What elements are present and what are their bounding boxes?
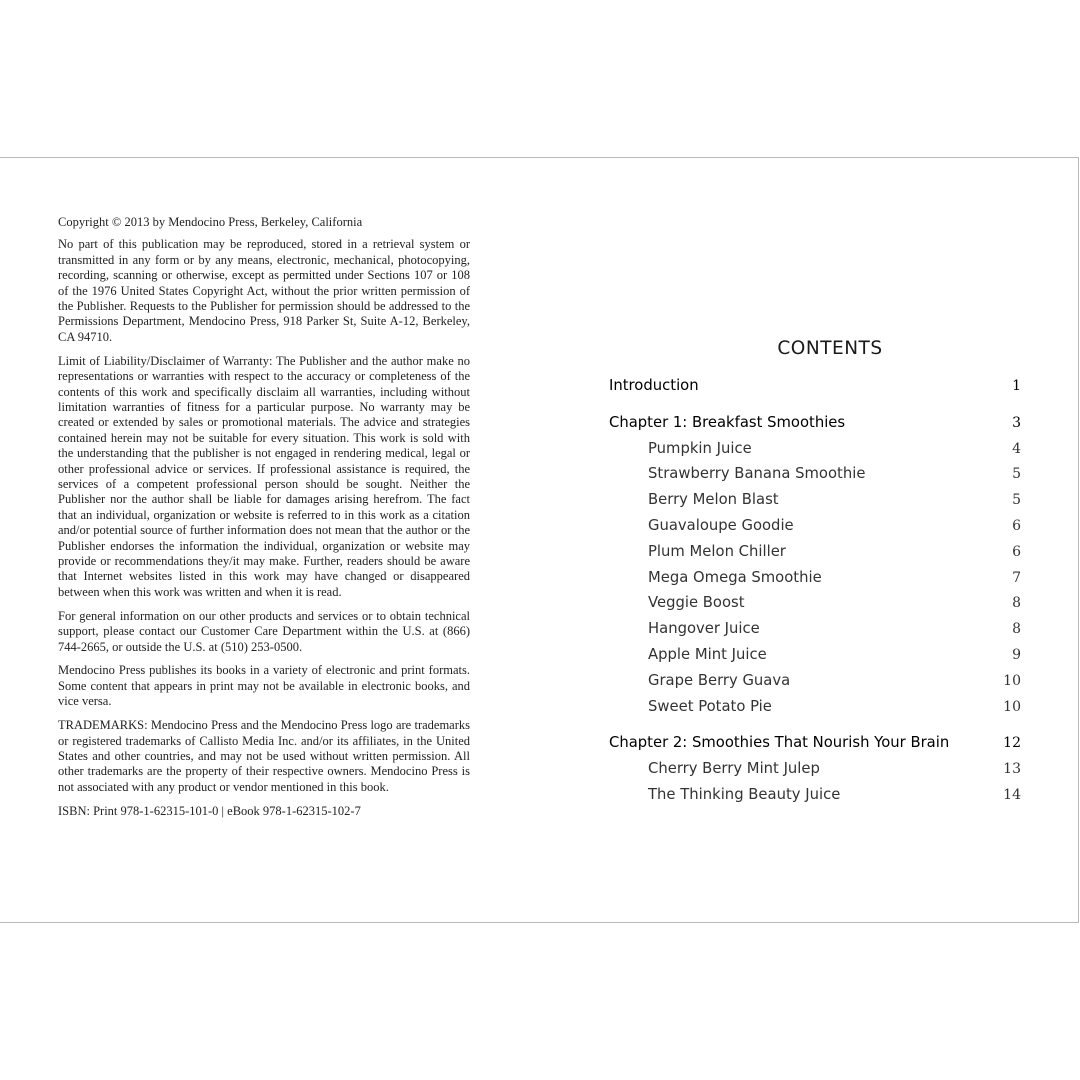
toc-label: Chapter 1: Breakfast Smoothies (609, 413, 846, 431)
toc-entry (609, 517, 1021, 543)
toc-label: Plum Melon Chiller (648, 542, 786, 560)
toc-label: Sweet Potato Pie (648, 697, 772, 715)
toc-page-number: 5 (1012, 492, 1021, 509)
toc-page-number: 5 (1012, 466, 1021, 483)
toc-page-number: 10 (1003, 672, 1021, 689)
toc-entry (609, 594, 1021, 620)
toc-label: Strawberry Banana Smoothie (648, 465, 866, 483)
toc-label: Hangover Juice (648, 620, 760, 638)
formats-notice: Mendocino Press publishes its books in a variety of electronic and print formats. Some content that appears in print may not be available in electronic books, and vice versa. (58, 663, 470, 709)
toc-page-number: 8 (1012, 595, 1021, 612)
toc-entry (609, 465, 1021, 491)
toc-label: Apple Mint Juice (648, 645, 767, 663)
toc-entry (609, 646, 1021, 672)
toc-page-number: 6 (1012, 517, 1021, 534)
toc-label: Veggie Boost (648, 594, 745, 612)
toc-entry (609, 786, 1021, 812)
toc-label: Guavaloupe Goodie (648, 516, 794, 534)
toc-label: Pumpkin Juice (648, 439, 752, 457)
toc-page-number: 13 (1003, 761, 1021, 778)
toc-page-number: 6 (1012, 543, 1021, 560)
toc-entry (609, 440, 1021, 466)
toc-page-number: 4 (1012, 440, 1021, 457)
toc-entry (609, 543, 1021, 569)
liability-disclaimer: Limit of Liability/Disclaimer of Warranty: The Publisher and the author make no representations or warranties with respect to the accuracy or completeness of the contents of this work and specifically disclaim all warranties, including without limitation warranties of fitness for a particular purpose. No warranty may be created or extended by sales or promotional materials. The advice and strategies contained herein may not be suitable for every situation. This work is sold with the understanding that the publisher is not engaged in rendering medical, legal or other professional advice or services. If professional assistance is required, the services of a competent professional person should be sought. Neither the Publisher nor the author shall be liable for damages arising herefrom. The fact that an individual, organization or website is referred to in this work as a citation and/or potential source of further information does not mean that the author or the Publisher endorses the information the individual, organization or website may provide or recommendations they/it may make. Further, readers should be aware that Internet websites listed in this work may have changed or disappeared between when this work was written and when it is read. (58, 353, 470, 599)
copyright-page (58, 215, 470, 828)
toc-page-number: 3 (1012, 414, 1021, 431)
table-of-contents (609, 338, 1021, 812)
toc-entry (609, 569, 1021, 595)
toc-chapter-2 (609, 734, 1021, 760)
toc-label: Mega Omega Smoothie (648, 568, 822, 586)
toc-entry (609, 672, 1021, 698)
toc-label: Grape Berry Guava (648, 671, 791, 689)
customer-care-info: For general information on our other products and services or to obtain technical support, please contact our Customer Care Department within the U.S. at (866) 744-2665, or outside the U.S. at (510) 253-0500. (58, 608, 470, 654)
toc-page-number: 10 (1003, 698, 1021, 715)
toc-introduction (609, 377, 1021, 403)
trademarks-notice: TRADEMARKS: Mendocino Press and the Mendocino Press logo are trademarks or registered trademarks of Callisto Media Inc. and/or its affiliates, in the United States and other countries, and may not be used without written permission. All other trademarks are the property of their respective owners. Mendocino Press is not associated with any product or vendor mentioned in this book. (58, 718, 470, 794)
toc-page-number: 12 (1003, 735, 1021, 752)
toc-page-number: 7 (1012, 569, 1021, 586)
reproduction-notice: No part of this publication may be reproduced, stored in a retrieval system or transmitted in any form or by any means, electronic, mechanical, photocopying, recording, scanning or otherwise, except as permitted under Sections 107 or 108 of the 1976 United States Copyright Act, without the prior written permission of the Publisher. Requests to the Publisher for permission should be addressed to the Permissions Department, Mendocino Press, 918 Parker St, Suite A-12, Berkeley, CA 94710. (58, 237, 470, 344)
toc-label: Berry Melon Blast (648, 491, 779, 509)
toc-page-number: 9 (1012, 646, 1021, 663)
toc-page-number: 8 (1012, 621, 1021, 638)
toc-label: The Thinking Beauty Juice (648, 785, 841, 803)
toc-entry (609, 620, 1021, 646)
toc-chapter-1 (609, 414, 1021, 440)
contents-title: CONTENTS (777, 338, 883, 359)
toc-entry (609, 491, 1021, 517)
toc-label: Chapter 2: Smoothies That Nourish Your Brain (609, 734, 950, 752)
toc-entry (609, 760, 1021, 786)
toc-label: Introduction (609, 377, 699, 394)
isbn-line: ISBN: Print 978-1-62315-101-0 | eBook 978-1-62315-102-7 (58, 803, 361, 818)
toc-entry (609, 698, 1021, 724)
toc-page-number: 1 (1012, 378, 1021, 394)
toc-label: Cherry Berry Mint Julep (648, 760, 820, 778)
copyright-notice: Copyright © 2013 by Mendocino Press, Berkeley, California (58, 215, 363, 229)
toc-page-number: 14 (1003, 786, 1021, 803)
